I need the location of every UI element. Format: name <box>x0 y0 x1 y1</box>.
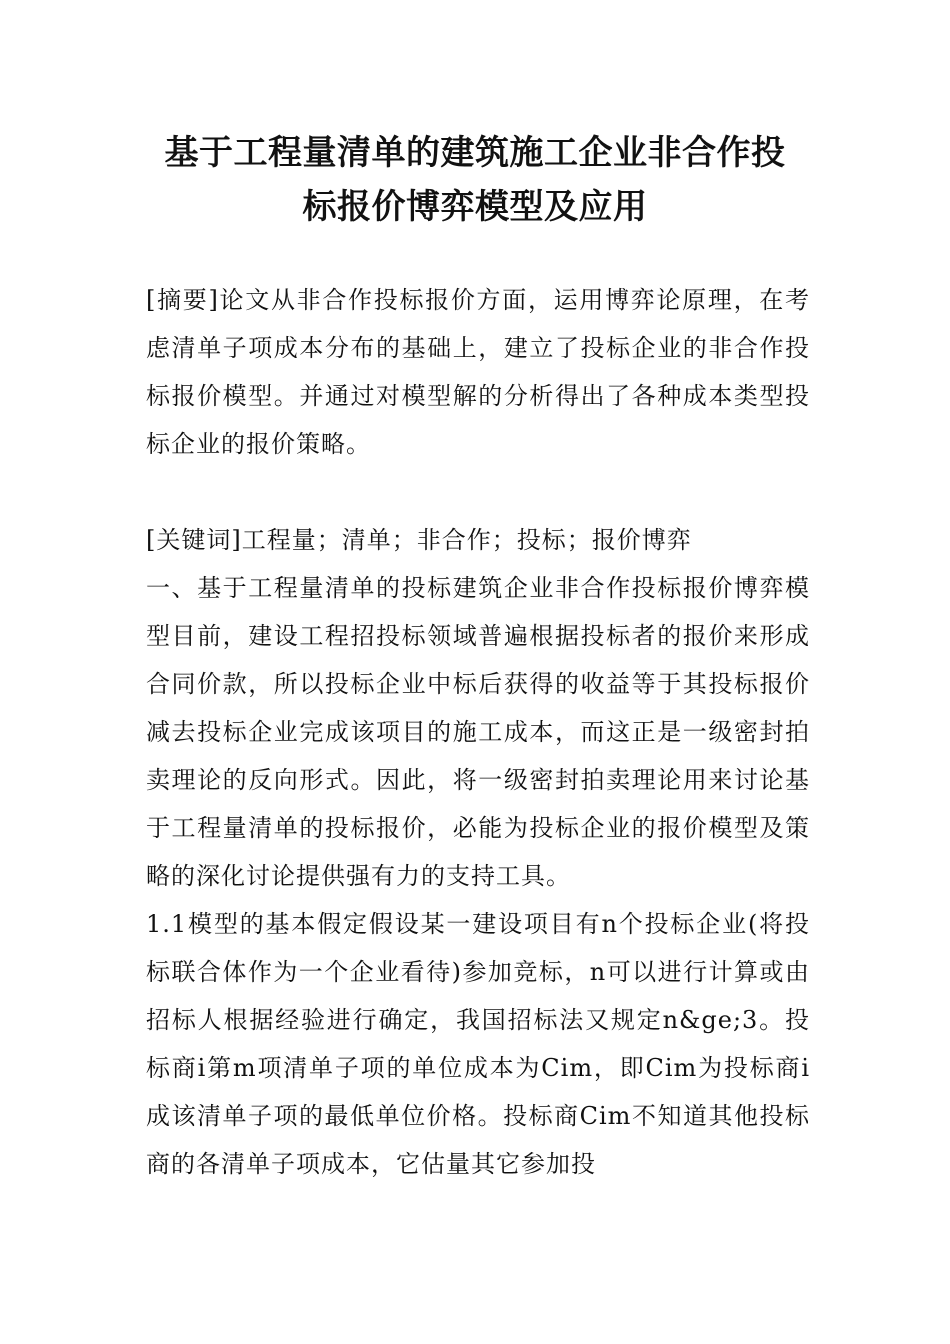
document-body <box>146 276 810 1188</box>
section-1-1-paragraph: 1.1模型的基本假定假设某一建设项目有n个投标企业(将投标联合体作为一个企业看待)参加竞标，n可以进行计算或由招标人根据经验进行确定，我国招标法又规定n&ge;3。投标商i第m项清单子项的单位成本为Cim，即Cim为投标商i成该清单子项的最低单位价格。投标商Cim不知道其他投标商的各清单子项成本，它估量其它参加投 <box>146 910 810 1178</box>
section-1-paragraph: 一、基于工程量清单的投标建筑企业非合作投标报价博弈模型目前，建设工程招投标领域普遍根据投标者的报价来形成合同价款，所以投标企业中标后获得的收益等于其投标报价减去投标企业完成该项目的施工成本，而这正是一级密封拍卖理论的反向形式。因此，将一级密封拍卖理论用来讨论基于工程量清单的投标报价，必能为投标企业的报价模型及策略的深化讨论提供强有力的支持工具。 <box>146 574 810 890</box>
abstract-paragraph: [摘要]论文从非合作投标报价方面，运用博弈论原理，在考虑清单子项成本分布的基础上，建立了投标企业的非合作投标报价模型。并通过对模型解的分析得出了各种成本类型投标企业的报价策略。 <box>146 286 810 458</box>
title-line-2: 标报价博弈模型及应用 <box>302 187 648 227</box>
keywords-paragraph: [关键词]工程量；清单；非合作；投标；报价博弈 <box>146 526 692 554</box>
document-title <box>140 126 810 234</box>
title-line-1: 基于工程量清单的建筑施工企业非合作投 <box>164 133 786 173</box>
